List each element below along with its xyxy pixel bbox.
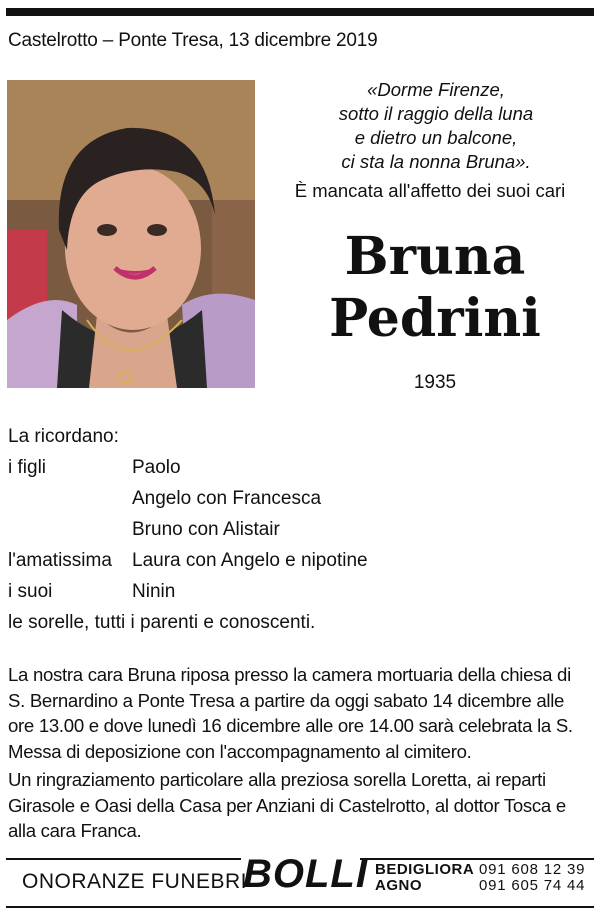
mourners-list (8, 422, 368, 638)
deceased-name (270, 226, 600, 350)
footer-rule-right (360, 858, 594, 860)
contact-place: BEDIGLIORA (375, 861, 475, 878)
portrait-photo (7, 80, 255, 388)
mourner-relation: i figli (8, 457, 47, 478)
contact-phone: 091 605 74 44 (479, 877, 586, 894)
dateline: Castelrotto – Ponte Tresa, 13 dicembre 2019 (8, 30, 378, 51)
mourner-row (8, 576, 368, 607)
mourner-relation: i suoi (8, 581, 53, 602)
mourner-names: Ninin (132, 581, 176, 602)
contact-phone: 091 608 12 39 (479, 861, 586, 878)
mourner-names: Bruno con Alistair (132, 519, 280, 540)
mourner-row (8, 545, 368, 576)
footer-rule-left (6, 858, 241, 860)
top-rule (6, 8, 594, 16)
mourner-names: Paolo (132, 457, 181, 478)
contact-row (375, 862, 585, 878)
footer-rule-bottom (6, 906, 594, 908)
quote-line: ci sta la nonna Bruna». (341, 151, 531, 172)
contact-row (375, 878, 585, 894)
birth-year: 1935 (413, 372, 457, 393)
mourner-row (8, 483, 368, 514)
mourner-names: Laura con Angelo e nipotine (132, 550, 368, 571)
mourner-relation (8, 483, 132, 514)
mourner-row (8, 452, 368, 483)
mourners-heading: La ricordano: (8, 426, 119, 447)
mourner-row (8, 514, 368, 545)
thanks-paragraph: Un ringraziamento particolare alla preziosa sorella Loretta, ai reparti Girasole e Oasi della Casa per Anziani di Castelrotto, al dottor Tosca e alla cara Franca. (8, 769, 566, 841)
funeral-details-paragraph: La nostra cara Bruna riposa presso la camera mortuaria della chiesa di S. Bernardino a Ponte Tresa a partire da oggi sabato 14 dicembre alle ore 13.00 e dove lunedì 16 dicembre alle ore 14.00 sarà celebrata la S. Messa di deposizione con l'accompagnamento al cimitero. (8, 664, 573, 762)
mourner-relation: l'amatissima (8, 550, 112, 571)
portrait-illustration (7, 80, 255, 388)
contact-place: AGNO (375, 877, 422, 894)
funeral-service-label: ONORANZE FUNEBRI (22, 870, 248, 893)
announcement-lead: È mancata all'affetto dei suoi cari (294, 180, 566, 201)
funeral-home-logo: BOLLI (243, 852, 368, 896)
quote-line: e dietro un balcone, (354, 127, 518, 148)
epigraph-quote (300, 78, 572, 174)
funeral-home-contacts (375, 862, 585, 894)
quote-line: «Dorme Firenze, (367, 79, 505, 100)
mourner-relation (8, 514, 132, 545)
quote-line: sotto il raggio della luna (338, 103, 534, 124)
mourners-closing: le sorelle, tutti i parenti e conoscenti. (8, 612, 316, 633)
first-name: Bruna (344, 226, 526, 287)
last-name: Pedrini (329, 288, 541, 349)
mourner-names: Angelo con Francesca (132, 488, 322, 509)
